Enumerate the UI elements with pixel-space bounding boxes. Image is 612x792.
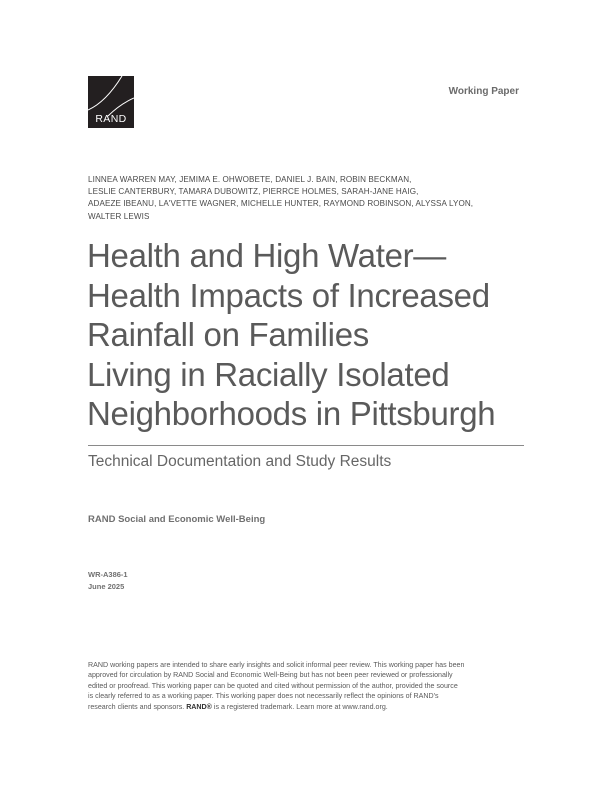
disclaimer-line: is clearly referred to as a working paper. This working paper does not necessarily reflect the opinions of RAND's <box>88 692 439 701</box>
disclaimer-text: is a registered trademark. Learn more at www.rand.org. <box>211 702 388 711</box>
author-line: LESLIE CANTERBURY, TAMARA DUBOWITZ, PIERRCE HOLMES, SARAH-JANE HAIG, <box>88 187 419 197</box>
document-number: WR-A386-1 <box>88 570 128 579</box>
document-title <box>87 236 537 434</box>
disclaimer-line <box>88 702 528 712</box>
title-line: Neighborhoods in Pittsburgh <box>87 395 496 432</box>
disclaimer-line: edited or proofread. This working paper can be quoted and cited without permission of the author, provided the source <box>88 681 458 690</box>
disclaimer-line: RAND working papers are intended to share early insights and solicit informal peer review. This working paper has been <box>88 661 465 669</box>
program-name: RAND Social and Economic Well-Being <box>88 514 266 525</box>
title-divider <box>88 445 524 446</box>
disclaimer-line: approved for circulation by RAND Social and Economic Well-Being but has not been peer reviewed or professionally <box>88 671 453 680</box>
document-info <box>88 569 128 592</box>
document-type: Working Paper <box>448 86 519 97</box>
disclaimer-text: research clients and sponsors. <box>88 702 187 711</box>
author-list <box>88 174 538 223</box>
title-line: Health and High Water— <box>87 237 447 274</box>
title-line: Rainfall on Families <box>87 316 369 353</box>
title-line: Living in Racially Isolated <box>87 355 450 393</box>
author-line: ADAEZE IBEANU, LA'VETTE WAGNER, MICHELLE HUNTER, RAYMOND ROBINSON, ALYSSA LYON, <box>88 199 474 209</box>
trademark-text: RAND® <box>186 702 212 711</box>
rand-logo-text: RAND <box>95 113 127 125</box>
disclaimer <box>88 660 528 712</box>
document-subtitle: Technical Documentation and Study Results <box>88 453 392 470</box>
title-line: Health Impacts of Increased <box>87 276 490 314</box>
author-line: LINNEA WARREN MAY, JEMIMA E. OHWOBETE, DANIEL J. BAIN, ROBIN BECKMAN, <box>88 175 412 184</box>
publication-date: June 2025 <box>88 581 125 591</box>
author-line: WALTER LEWIS <box>88 211 150 221</box>
rand-logo <box>88 76 134 128</box>
